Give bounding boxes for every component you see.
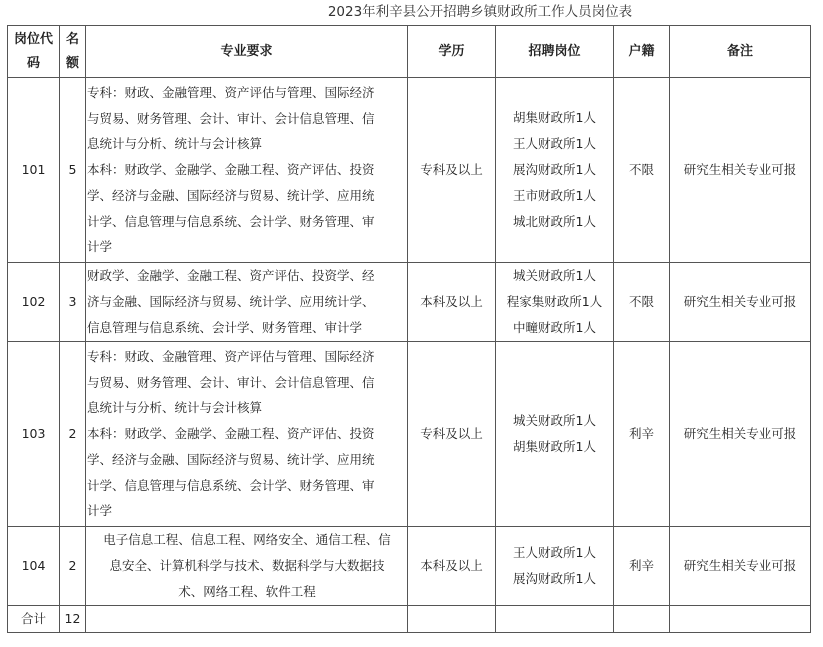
- row-note: 研究生相关专业可报: [670, 342, 811, 527]
- header-note: 备注: [670, 26, 811, 78]
- row-major: 财政学、金融学、金融工程、资产评估、投资学、经 济与金融、国际经济与贸易、统计学、应用统计学、 信息管理与信息系统、会计学、财务管理、审计学: [86, 263, 408, 342]
- row-positions: 王人财政所1人 展沟财政所1人: [496, 527, 614, 606]
- total-row: [8, 606, 811, 633]
- row-hukou: 利辛: [614, 527, 670, 606]
- empty-cell: [408, 606, 496, 633]
- empty-cell: [496, 606, 614, 633]
- empty-cell: [670, 606, 811, 633]
- table-title: 2023年利辛县公开招聘乡镇财政所工作人员岗位表: [327, 4, 633, 20]
- table-row: [8, 527, 811, 606]
- header-position: 招聘岗位: [496, 26, 614, 78]
- header-code: [8, 26, 60, 78]
- row-count: 5: [60, 78, 86, 263]
- row-count: 2: [60, 527, 86, 606]
- total-label: 合计: [8, 606, 60, 633]
- total-count: 12: [60, 606, 86, 633]
- h-code: 岗位代 码: [13, 31, 53, 71]
- empty-cell: [614, 606, 670, 633]
- row-major: 专科：财政、金融管理、资产评估与管理、国际经济 与贸易、财务管理、会计、审计、会计信息管理、信 息统计与分析、统计与会计核算 本科：财政学、金融学、金融工程、资产评估、投资 学、经济与金融、国际经济与贸易、统计学、应用统 计学、信息管理与信息系统、会计学、财务管理、审 计学: [86, 78, 408, 263]
- row-edu: 专科及以上: [408, 78, 496, 263]
- row-major: 电子信息工程、信息工程、网络安全、通信工程、信 息安全、计算机科学与技术、数据科学与大数据技 术、网络工程、软件工程: [86, 527, 408, 606]
- table-row: [8, 263, 811, 342]
- table-row: [8, 342, 811, 527]
- row-code: 101: [8, 78, 60, 263]
- row-major: 专科：财政、金融管理、资产评估与管理、国际经济 与贸易、财务管理、会计、审计、会计信息管理、信 息统计与分析、统计与会计核算 本科：财政学、金融学、金融工程、资产评估、投资 学、经济与金融、国际经济与贸易、统计学、应用统 计学、信息管理与信息系统、会计学、财务管理、审 计学: [86, 342, 408, 527]
- row-note: 研究生相关专业可报: [670, 263, 811, 342]
- row-edu: 专科及以上: [408, 342, 496, 527]
- header-edu: 学历: [408, 26, 496, 78]
- row-note: 研究生相关专业可报: [670, 78, 811, 263]
- h-count: 名 额: [65, 31, 79, 71]
- row-hukou: 不限: [614, 78, 670, 263]
- table-row: [8, 78, 811, 263]
- header-hukou: 户籍: [614, 26, 670, 78]
- header-row: [8, 26, 811, 78]
- empty-cell: [86, 606, 408, 633]
- row-count: 2: [60, 342, 86, 527]
- row-code: 104: [8, 527, 60, 606]
- row-positions: 城关财政所1人 胡集财政所1人: [496, 342, 614, 527]
- row-code: 103: [8, 342, 60, 527]
- row-code: 102: [8, 263, 60, 342]
- row-edu: 本科及以上: [408, 263, 496, 342]
- row-edu: 本科及以上: [408, 527, 496, 606]
- header-count: [60, 26, 86, 78]
- header-major: 专业要求: [86, 26, 408, 78]
- row-count: 3: [60, 263, 86, 342]
- positions-table: [7, 25, 811, 633]
- row-hukou: 不限: [614, 263, 670, 342]
- row-hukou: 利辛: [614, 342, 670, 527]
- row-note: 研究生相关专业可报: [670, 527, 811, 606]
- row-positions: 胡集财政所1人 王人财政所1人 展沟财政所1人 王市财政所1人 城北财政所1人: [496, 78, 614, 263]
- row-positions: 城关财政所1人 程家集财政所1人 中疃财政所1人: [496, 263, 614, 342]
